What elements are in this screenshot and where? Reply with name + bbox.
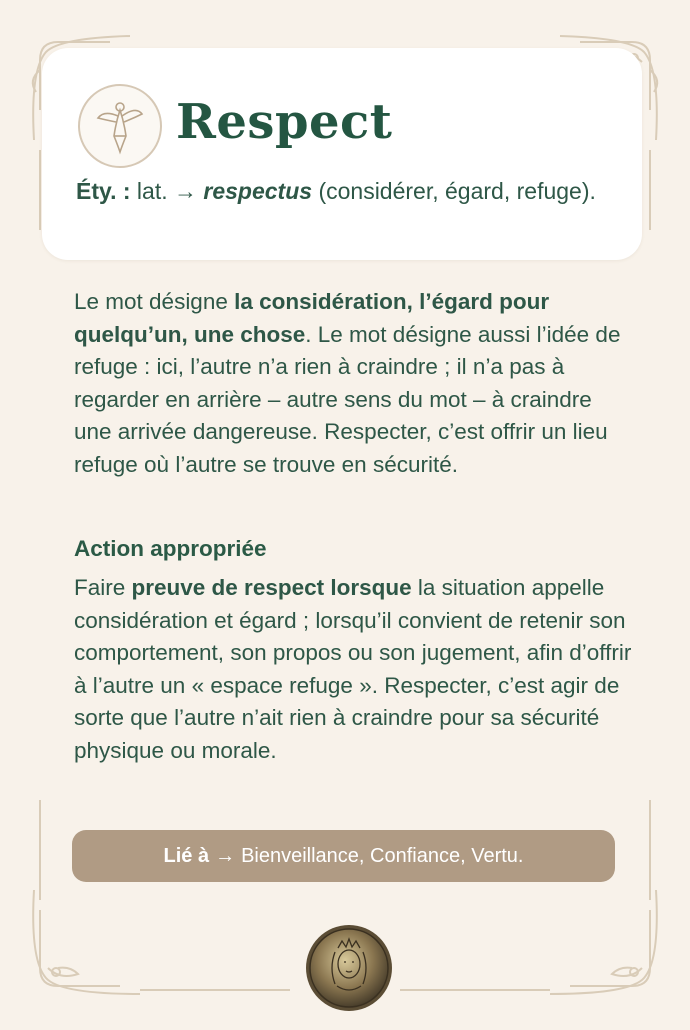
etymology-term: respectus [203,178,313,204]
etymology-label: Éty. : [76,178,131,204]
definition-part1: Le mot désigne [74,289,235,314]
action-bold: preuve de respect lorsque [131,575,412,600]
page-title: Respect [176,94,393,150]
related-label: Lié à [163,844,210,867]
etymology-prefix: lat. → [136,178,197,204]
etymology-meaning: (considérer, égard, refuge). [318,178,596,204]
winged-victory-icon [78,84,162,168]
action-text [74,572,634,768]
definition-text [74,286,634,482]
action-part2: la situation appelle considération et égard ; lorsqu’il convient de retenir son comportement, son propos ou son jugement, afin d’offrir à l’autre un « espace refuge ». Respecter, c’est agir de sorte que l’autre n’ait rien à craindre pour sa sécurité physique ou morale. [74,575,632,763]
action-heading: Action appropriée [74,536,267,561]
header-panel [42,48,642,260]
medallion-face-icon [305,924,393,1012]
definition-part2: . Le mot désigne aussi l’idée de refuge : ici, l’autre n’a rien à craindre ; il n’a pas à regarder en arrière – autre sens du mot – à craindre une arrivée dangereuse. Respecter, c’est offrir un lieu refuge où l’autre se trouve en sécurité. [74,321,621,477]
related-items: Bienveillance, Confiance, Vertu. [241,844,524,867]
etymology [76,176,606,207]
definition-bold: la considération, l’égard pour quelqu’un, une chose [74,289,550,347]
related-banner [72,830,615,882]
action-part1: Faire [74,575,132,600]
related-arrow: → [215,844,236,867]
